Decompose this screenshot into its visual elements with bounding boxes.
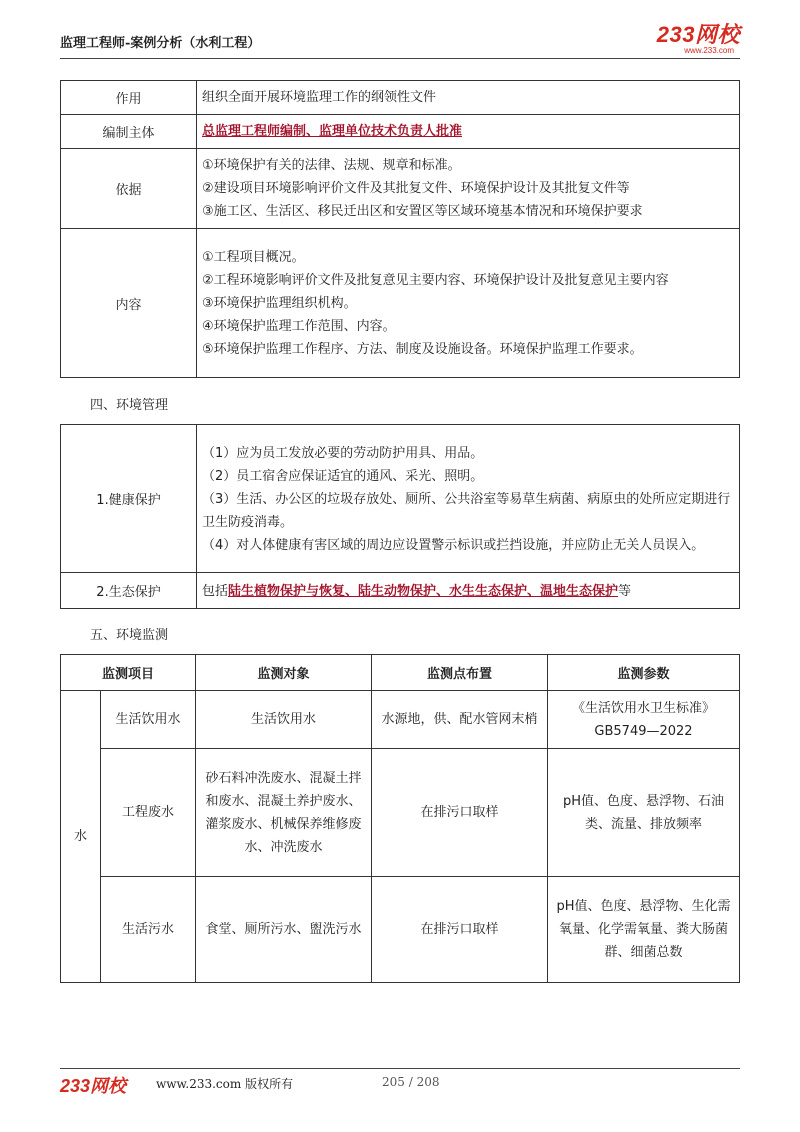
column-header: 监测点布置	[372, 655, 548, 691]
footer-divider	[60, 1068, 740, 1069]
table-row	[61, 749, 740, 877]
row-content	[197, 115, 740, 149]
page-footer	[60, 1072, 740, 1094]
table-header-row	[61, 655, 740, 691]
monitor-item: 工程废水	[101, 749, 196, 877]
table-row	[61, 81, 740, 115]
row-content: 包括陆生植物保护与恢复、陆生动物保护、水生生态保护、温地生态保护等	[197, 573, 740, 609]
monitor-point: 在排污口取样	[372, 749, 548, 877]
header-divider	[60, 58, 740, 59]
page-number: 205 / 208	[382, 1075, 440, 1089]
table-row	[61, 573, 740, 609]
supervision-plan-table	[60, 80, 740, 378]
row-label: 编制主体	[61, 115, 197, 149]
row-label: 内容	[61, 229, 197, 378]
monitor-item: 生活饮用水	[101, 691, 196, 749]
monitor-params: pH值、色度、悬浮物、石油类、流量、排放频率	[548, 749, 740, 877]
row-content: ①环境保护有关的法律、法规、规章和标准。 ②建设项目环境影响评价文件及其批复文件、环境保护设计及其批复文件等 ③施工区、生活区、移民迁出区和安置区等区域环境基本情况和环境保护要求	[197, 149, 740, 229]
environment-monitoring-table	[60, 654, 740, 983]
row-label: 2.生态保护	[61, 573, 197, 609]
section-heading-management: 四、环境管理	[90, 398, 169, 413]
column-header: 监测参数	[548, 655, 740, 691]
monitor-point: 在排污口取样	[372, 877, 548, 983]
table-row	[61, 229, 740, 378]
table-row	[61, 877, 740, 983]
environment-management-table	[60, 424, 740, 609]
table-row	[61, 115, 740, 149]
table-row	[61, 425, 740, 573]
logo-url: www.233.com	[684, 46, 734, 55]
copyright-text: www.233.com 版权所有	[156, 1077, 294, 1091]
row-content: 组织全面开展环境监理工作的纲领性文件	[197, 81, 740, 115]
highlight-text: 总监理工程师编制、监理单位技术负责人批准	[202, 124, 463, 139]
monitor-object: 生活饮用水	[196, 691, 372, 749]
row-label: 1.健康保护	[61, 425, 197, 573]
monitor-item: 生活污水	[101, 877, 196, 983]
section-heading-monitoring: 五、环境监测	[90, 628, 169, 643]
row-label: 依据	[61, 149, 197, 229]
row-content: ①工程项目概况。 ②工程环境影响评价文件及批复意见主要内容、环境保护设计及批复意见主要内容 ③环境保护监理组织机构。 ④环境保护监理工作范围、内容。 ⑤环境保护监理工作程序、方法、制度及设施设备。环境保护监理工作要求。	[197, 229, 740, 378]
document-title: 监理工程师-案例分析（水利工程）	[60, 36, 261, 51]
logo-text: 233网校	[656, 22, 740, 47]
brand-logo	[657, 24, 740, 55]
monitor-object: 食堂、厕所污水、盥洗污水	[196, 877, 372, 983]
row-label: 作用	[61, 81, 197, 115]
monitor-point: 水源地，供、配水管网末梢	[372, 691, 548, 749]
column-header: 监测项目	[61, 655, 196, 691]
table-row	[61, 691, 740, 749]
column-header: 监测对象	[196, 655, 372, 691]
page-header	[60, 24, 740, 60]
group-label: 水	[61, 691, 101, 983]
highlight-text: 陆生植物保护与恢复、陆生动物保护、水生生态保护、温地生态保护	[228, 583, 619, 599]
table-row	[61, 149, 740, 229]
monitor-object: 砂石料冲洗废水、混凝土拌和废水、混凝土养护废水、灌浆废水、机械保养维修废水、冲洗废水	[196, 749, 372, 877]
footer-logo: 233网校	[60, 1076, 127, 1096]
monitor-params: pH值、色度、悬浮物、生化需氧量、化学需氧量、粪大肠菌群、细菌总数	[548, 877, 740, 983]
monitor-params: 《生活饮用水卫生标准》GB5749—2022	[548, 691, 740, 749]
row-content: （1）应为员工发放必要的劳动防护用具、用品。 （2）员工宿舍应保证适宜的通风、采光、照明。 （3）生活、办公区的垃圾存放处、厕所、公共浴室等易草生病菌、病原虫的处所应定期进行卫生防疫消毒。 （4）对人体健康有害区域的周边应设置警示标识或拦挡设施，并应防止无关人员误入。	[197, 425, 740, 573]
